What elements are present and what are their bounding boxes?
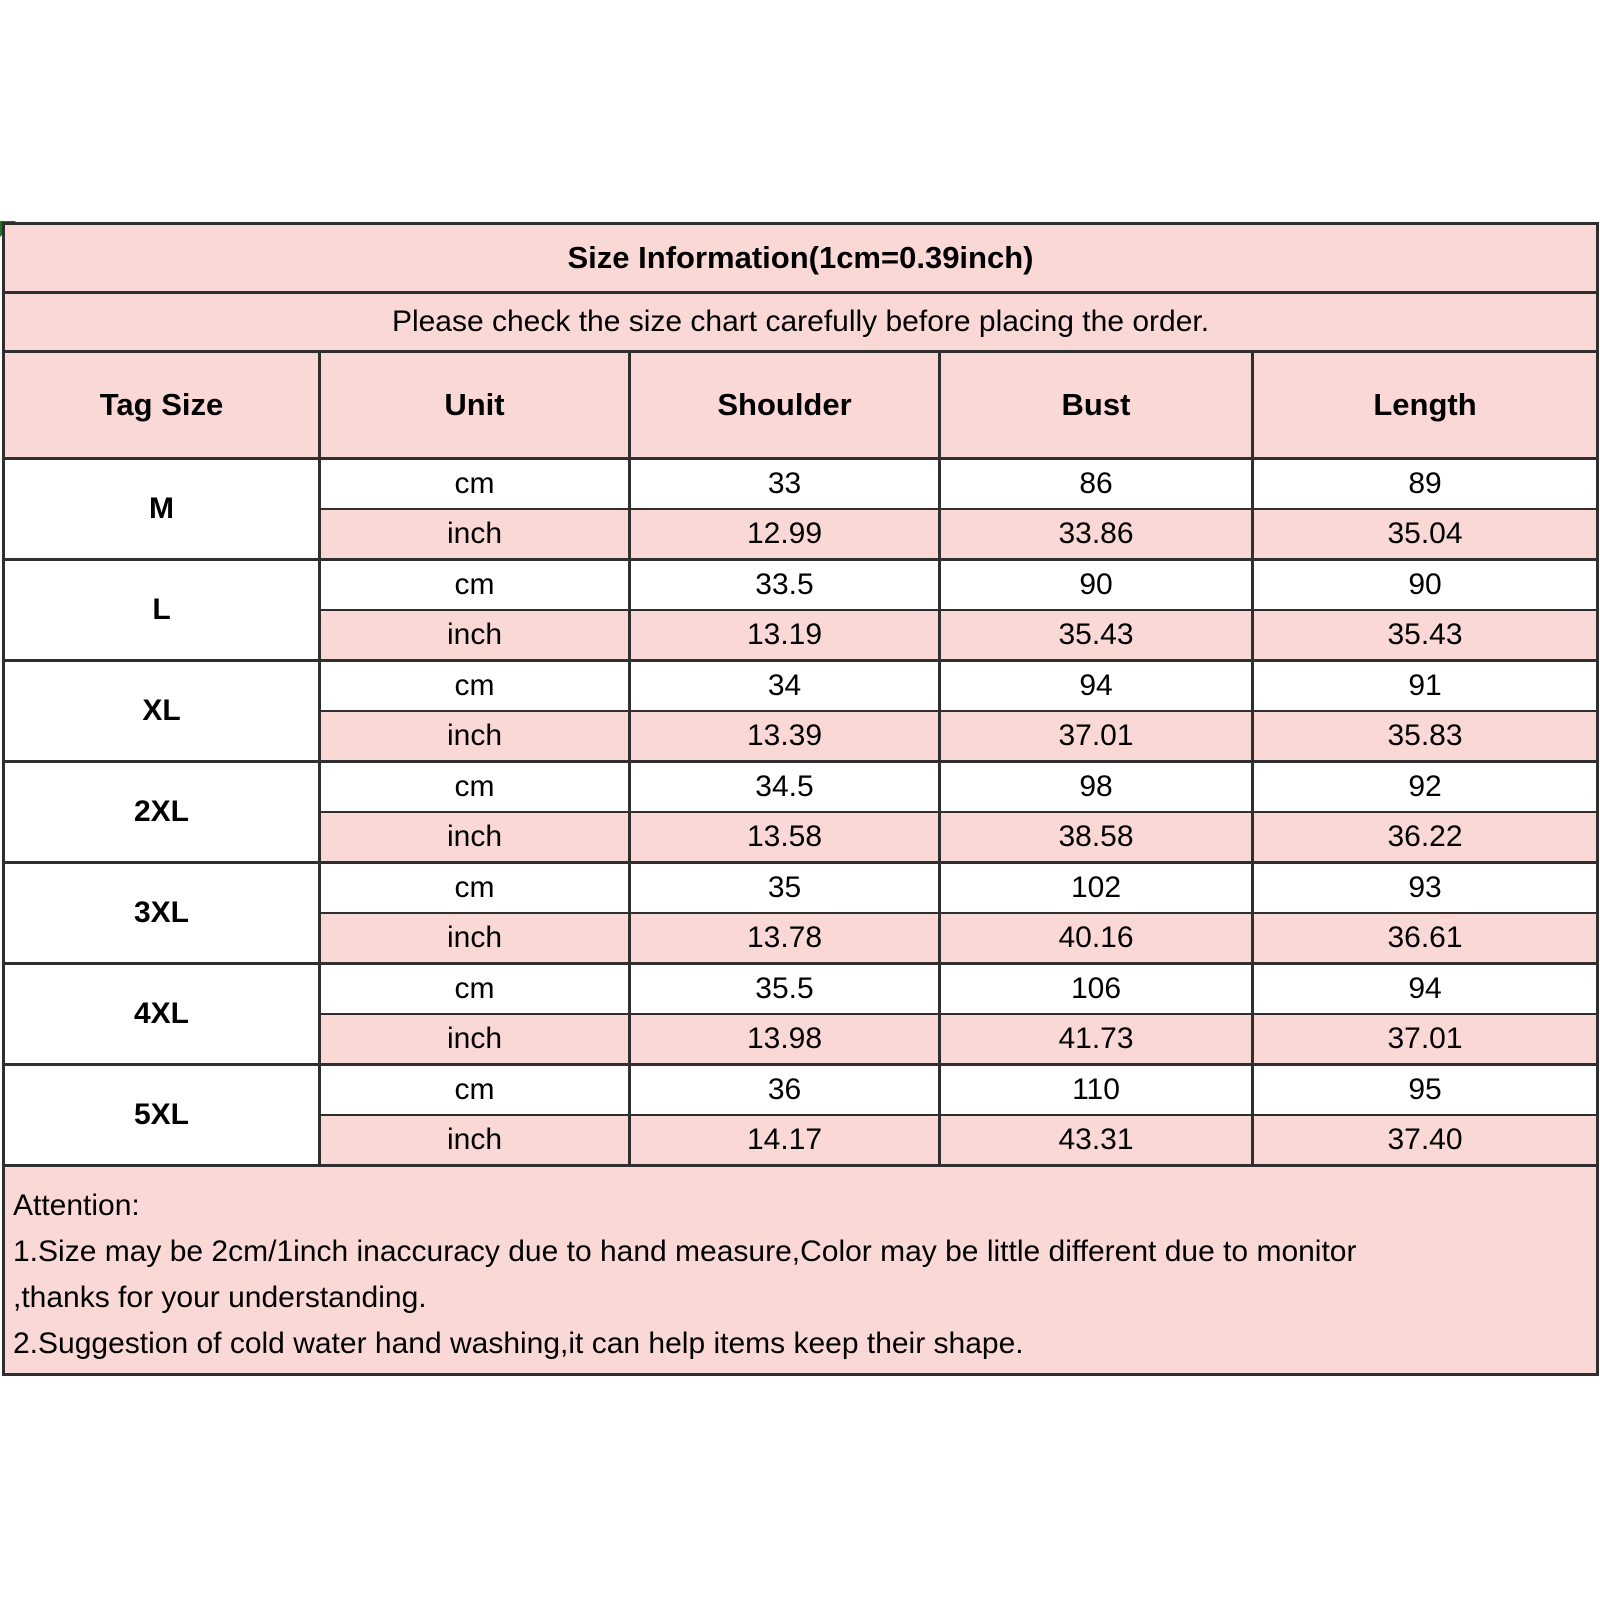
size-information-table (2, 222, 1599, 1376)
unit-label-cm: cm (320, 459, 630, 510)
table-row (4, 964, 1598, 1015)
table-row (4, 863, 1598, 914)
length-inch-value: 36.22 (1253, 812, 1598, 863)
table-row (4, 762, 1598, 813)
attention-section (4, 1166, 1598, 1375)
length-inch-value: 35.04 (1253, 509, 1598, 560)
table-row (4, 560, 1598, 611)
unit-label-inch: inch (320, 913, 630, 964)
length-inch-value: 35.83 (1253, 711, 1598, 762)
table-row (4, 459, 1598, 510)
shoulder-cm-value: 33.5 (630, 560, 940, 611)
bust-cm-value: 94 (940, 661, 1253, 712)
bust-inch-value: 38.58 (940, 812, 1253, 863)
length-inch-value: 35.43 (1253, 610, 1598, 661)
bust-cm-value: 98 (940, 762, 1253, 813)
shoulder-cm-value: 35.5 (630, 964, 940, 1015)
length-cm-value: 94 (1253, 964, 1598, 1015)
column-header-row (4, 352, 1598, 459)
bust-inch-value: 33.86 (940, 509, 1253, 560)
bust-inch-value: 41.73 (940, 1014, 1253, 1065)
table-title: Size Information(1cm=0.39inch) (4, 224, 1598, 293)
attention-heading: Attention: (13, 1189, 140, 1222)
length-inch-value: 37.40 (1253, 1115, 1598, 1166)
column-header-shoulder: Shoulder (630, 352, 940, 459)
shoulder-cm-value: 34.5 (630, 762, 940, 813)
tag-size-5xl: 5XL (4, 1065, 320, 1166)
attention-cell (4, 1166, 1598, 1375)
bust-inch-value: 35.43 (940, 610, 1253, 661)
attention-line-3: 2.Suggestion of cold water hand washing,it can help items keep their shape. (13, 1327, 1024, 1360)
shoulder-inch-value: 13.19 (630, 610, 940, 661)
length-cm-value: 90 (1253, 560, 1598, 611)
tag-size-m: M (4, 459, 320, 560)
bust-cm-value: 110 (940, 1065, 1253, 1116)
column-header-tag-size: Tag Size (4, 352, 320, 459)
shoulder-cm-value: 36 (630, 1065, 940, 1116)
unit-label-inch: inch (320, 1115, 630, 1166)
tag-size-xl: XL (4, 661, 320, 762)
unit-label-cm: cm (320, 762, 630, 813)
length-cm-value: 89 (1253, 459, 1598, 510)
bust-cm-value: 102 (940, 863, 1253, 914)
bust-inch-value: 40.16 (940, 913, 1253, 964)
length-inch-value: 37.01 (1253, 1014, 1598, 1065)
shoulder-inch-value: 13.98 (630, 1014, 940, 1065)
shoulder-cm-value: 34 (630, 661, 940, 712)
attention-line-2: ,thanks for your understanding. (13, 1281, 427, 1314)
length-cm-value: 95 (1253, 1065, 1598, 1116)
table-row (4, 661, 1598, 712)
tag-size-l: L (4, 560, 320, 661)
shoulder-cm-value: 33 (630, 459, 940, 510)
length-cm-value: 92 (1253, 762, 1598, 813)
unit-label-inch: inch (320, 812, 630, 863)
shoulder-inch-value: 13.78 (630, 913, 940, 964)
bust-cm-value: 86 (940, 459, 1253, 510)
shoulder-cm-value: 35 (630, 863, 940, 914)
unit-label-cm: cm (320, 863, 630, 914)
shoulder-inch-value: 13.39 (630, 711, 940, 762)
tag-size-2xl: 2XL (4, 762, 320, 863)
unit-label-inch: inch (320, 711, 630, 762)
attention-line-1: 1.Size may be 2cm/1inch inaccuracy due to hand measure,Color may be little different due to monitor (13, 1235, 1357, 1268)
unit-label-inch: inch (320, 610, 630, 661)
bust-inch-value: 43.31 (940, 1115, 1253, 1166)
tag-size-4xl: 4XL (4, 964, 320, 1065)
table-row (4, 224, 1598, 293)
shoulder-inch-value: 13.58 (630, 812, 940, 863)
unit-label-cm: cm (320, 560, 630, 611)
shoulder-inch-value: 12.99 (630, 509, 940, 560)
bust-cm-value: 90 (940, 560, 1253, 611)
table-row (4, 293, 1598, 352)
column-header-length: Length (1253, 352, 1598, 459)
table-row (4, 1065, 1598, 1116)
table-subtitle: Please check the size chart carefully before placing the order. (4, 293, 1598, 352)
unit-label-inch: inch (320, 509, 630, 560)
bust-inch-value: 37.01 (940, 711, 1253, 762)
unit-label-cm: cm (320, 964, 630, 1015)
size-chart-table (2, 222, 1599, 1376)
unit-label-cm: cm (320, 1065, 630, 1116)
tag-size-3xl: 3XL (4, 863, 320, 964)
unit-label-cm: cm (320, 661, 630, 712)
column-header-unit: Unit (320, 352, 630, 459)
length-cm-value: 93 (1253, 863, 1598, 914)
length-inch-value: 36.61 (1253, 913, 1598, 964)
unit-label-inch: inch (320, 1014, 630, 1065)
shoulder-inch-value: 14.17 (630, 1115, 940, 1166)
bust-cm-value: 106 (940, 964, 1253, 1015)
length-cm-value: 91 (1253, 661, 1598, 712)
column-header-bust: Bust (940, 352, 1253, 459)
